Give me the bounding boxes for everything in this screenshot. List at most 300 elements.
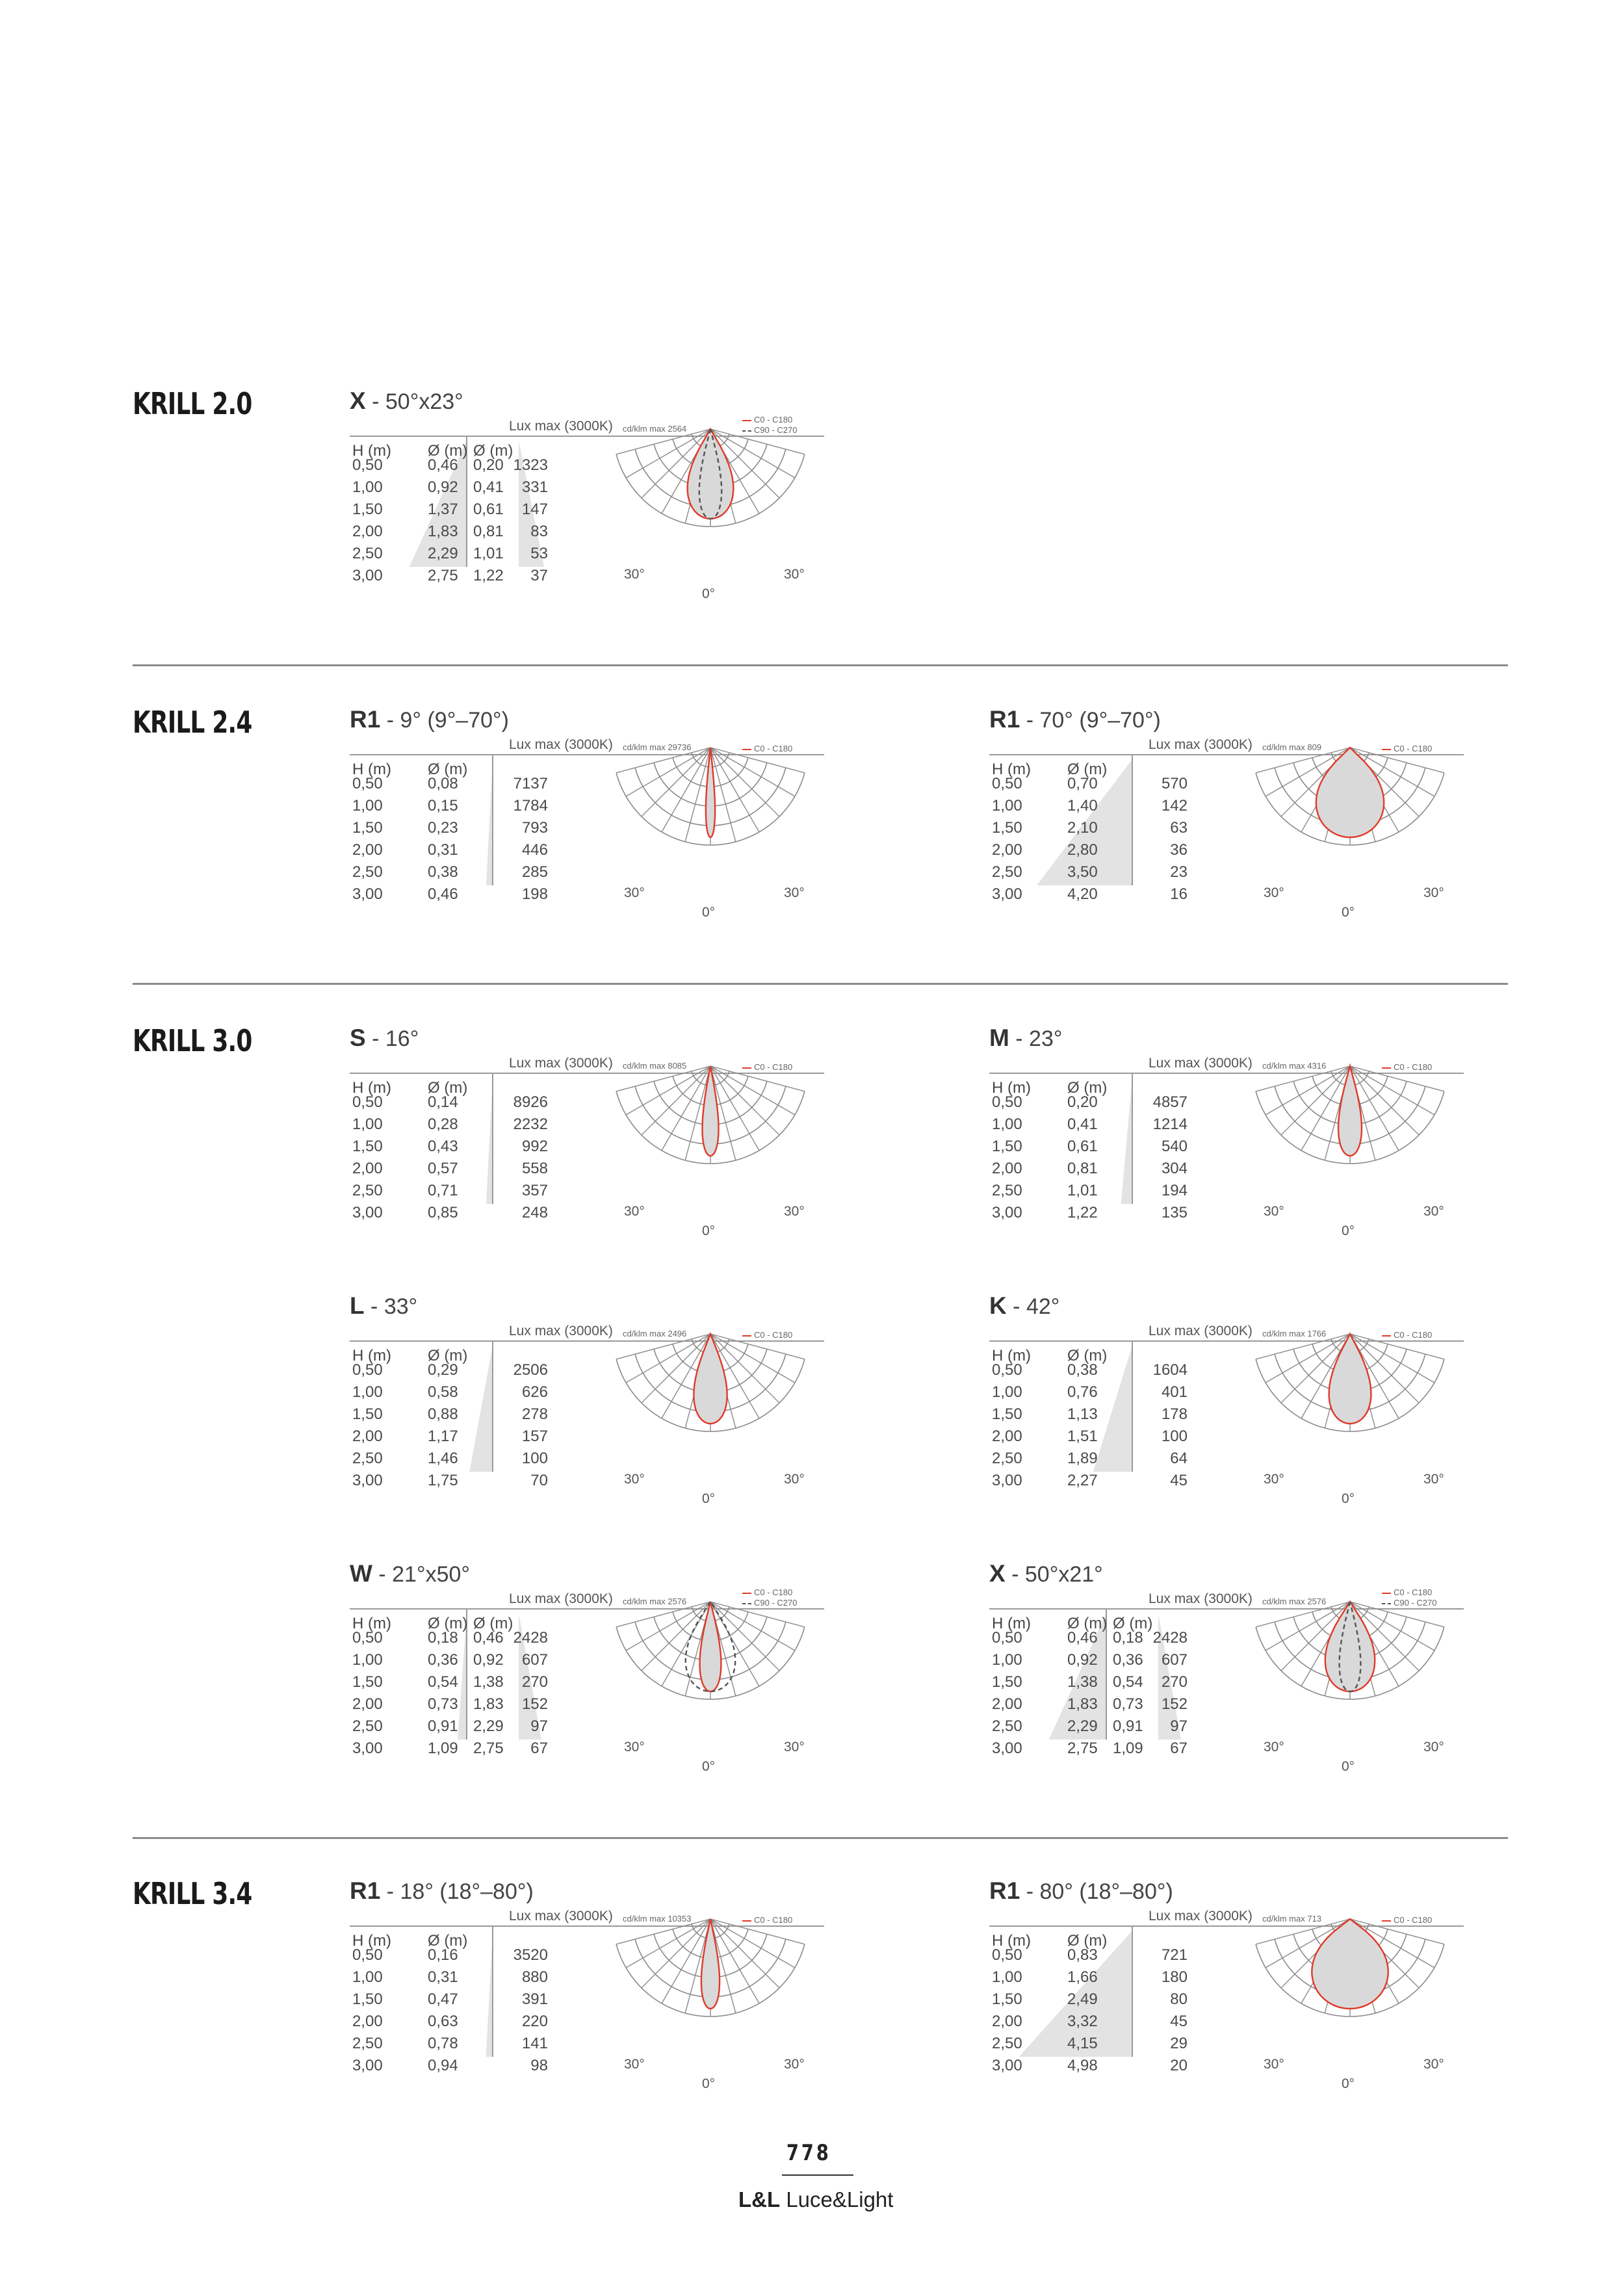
height-value: 2,50 [992, 1717, 1022, 1735]
angle-label-left: 30° [624, 885, 645, 900]
legend-label: C0 - C180 [754, 415, 793, 424]
legend-label: C0 - C180 [1394, 1915, 1433, 1925]
beam-angle: - 33° [364, 1294, 418, 1319]
diameter-value: 0,92 [1067, 1651, 1098, 1669]
lux-value: 98 [530, 2057, 548, 2074]
lux-value: 67 [1170, 1740, 1188, 1757]
lux-value: 100 [1161, 1428, 1188, 1445]
angle-label-left: 30° [624, 1472, 645, 1487]
column-header-height: H (m) [992, 761, 1031, 778]
angle-label-center: 0° [1342, 905, 1355, 920]
column-header-diameter-c90: Ø (m) [1113, 1615, 1153, 1632]
angle-label-center: 0° [702, 1759, 716, 1774]
angle-label-left: 30° [624, 1740, 645, 1755]
polar-diagram [1256, 1066, 1444, 1164]
legend-label: C0 - C180 [754, 1587, 793, 1597]
height-value: 1,00 [992, 1651, 1022, 1669]
legend-label: C0 - C180 [1394, 1330, 1433, 1340]
height-value: 3,00 [992, 885, 1022, 903]
diameter-value: 0,58 [428, 1383, 458, 1401]
lux-value: 70 [530, 1472, 548, 1489]
diameter-value: 1,46 [428, 1450, 458, 1467]
section-divider [133, 664, 1508, 666]
diameter-c90-value: 0,41 [473, 478, 504, 496]
lux-value: 152 [1161, 1695, 1188, 1713]
photometric-chart [989, 1877, 1483, 2098]
diameter-value: 2,10 [1067, 819, 1098, 837]
angle-label-center: 0° [702, 586, 716, 601]
diameter-value: 0,61 [1067, 1138, 1098, 1155]
lux-value: 8926 [513, 1093, 548, 1111]
diameter-value: 2,29 [1067, 1717, 1098, 1735]
diameter-c90-value: 2,75 [473, 1740, 504, 1757]
lux-value: 401 [1161, 1383, 1188, 1401]
lux-value: 721 [1161, 1946, 1188, 1964]
beam-angle: - 9° (9°–70°) [380, 708, 509, 733]
lux-value: 4857 [1152, 1093, 1188, 1111]
height-value: 2,00 [352, 1160, 383, 1177]
optic-code: L [350, 1292, 365, 1319]
height-value: 2,00 [992, 1428, 1022, 1445]
lux-value: 793 [521, 819, 548, 837]
lux-value: 45 [1170, 2013, 1188, 2030]
optic-code: M [989, 1024, 1009, 1051]
lux-value: 2428 [1152, 1629, 1188, 1647]
height-value: 1,00 [352, 1651, 383, 1669]
diameter-value: 2,27 [1067, 1472, 1098, 1489]
cd-klm-label: cd/klm max 8085 [623, 1061, 687, 1071]
lux-value: 331 [521, 478, 548, 496]
lux-value: 100 [521, 1450, 548, 1467]
legend-label: C0 - C180 [754, 1062, 793, 1072]
angle-label-center: 0° [702, 2076, 716, 2091]
diameter-value: 0,88 [428, 1405, 458, 1423]
lux-value: 2506 [513, 1361, 548, 1379]
lux-value: 135 [1161, 1204, 1188, 1221]
section-title-krill-3-0: KRILL 3.0 [133, 1023, 252, 1058]
diameter-value: 1,40 [1067, 797, 1098, 815]
lux-value: 45 [1170, 1472, 1188, 1489]
diameter-value: 0,92 [428, 478, 458, 496]
lux-value: 53 [530, 545, 548, 562]
beam-angle: - 80° (18°–80°) [1020, 1879, 1173, 1904]
lux-value: 3520 [513, 1946, 548, 1964]
lux-value: 23 [1170, 863, 1188, 881]
lux-value: 304 [1161, 1160, 1188, 1177]
diameter-value: 0,94 [428, 2057, 458, 2074]
lux-value: 97 [530, 1717, 548, 1735]
brand-bold: L&L [738, 2187, 781, 2211]
lux-value: 626 [521, 1383, 548, 1401]
polar-spoke [1350, 1334, 1444, 1359]
diameter-value: 3,32 [1067, 2013, 1098, 2030]
diameter-value: 0,36 [428, 1651, 458, 1669]
height-value: 1,00 [992, 1383, 1022, 1401]
diameter-value: 0,41 [1067, 1115, 1098, 1133]
polar-spoke [710, 748, 779, 816]
photometric-chart [350, 706, 844, 927]
angle-label-right: 30° [784, 1472, 805, 1487]
diameter-value: 0,08 [428, 775, 458, 792]
height-value: 2,00 [352, 841, 383, 859]
height-value: 0,50 [352, 1629, 383, 1647]
lux-value: 357 [521, 1182, 548, 1199]
polar-spoke [710, 1919, 779, 1988]
column-header-height: H (m) [352, 1079, 391, 1097]
diameter-value: 4,15 [1067, 2035, 1098, 2052]
height-value: 2,00 [992, 1695, 1022, 1713]
polar-diagram [616, 1602, 805, 1699]
lux-max-label: Lux max (3000K) [509, 1056, 613, 1071]
lux-value: 570 [1161, 775, 1188, 792]
cd-klm-label: cd/klm max 29736 [623, 742, 692, 752]
legend-label: C0 - C180 [1394, 1062, 1433, 1072]
photometric-chart [989, 1024, 1483, 1246]
cd-klm-label: cd/klm max 10353 [623, 1914, 692, 1924]
height-value: 2,00 [992, 841, 1022, 859]
beam-curve-c0 [694, 1334, 727, 1424]
polar-spoke [710, 1919, 805, 1944]
height-value: 3,00 [992, 1472, 1022, 1489]
lux-value: 198 [521, 885, 548, 903]
section-title-krill-2-4: KRILL 2.4 [133, 705, 252, 740]
lux-value: 391 [521, 1990, 548, 2008]
diameter-value: 1,51 [1067, 1428, 1098, 1445]
diameter-c90-value: 1,38 [473, 1673, 504, 1691]
page-number: 778 [786, 2140, 831, 2166]
lux-value: 2232 [513, 1115, 548, 1133]
diameter-value: 0,57 [428, 1160, 458, 1177]
legend-label: C0 - C180 [754, 744, 793, 753]
diameter-value: 2,80 [1067, 841, 1098, 859]
height-value: 1,50 [352, 1673, 383, 1691]
photometric-chart [350, 1292, 844, 1513]
height-value: 1,50 [992, 819, 1022, 837]
chart-graphics [350, 1024, 844, 1246]
beam-curve-c0 [703, 1066, 719, 1156]
diameter-value: 2,29 [428, 545, 458, 562]
height-value: 0,50 [352, 1361, 383, 1379]
lux-value: 880 [521, 1968, 548, 1986]
angle-label-left: 30° [1264, 885, 1284, 900]
lux-value: 16 [1170, 885, 1188, 903]
lux-max-label: Lux max (3000K) [1149, 737, 1253, 752]
height-value: 0,50 [992, 1093, 1022, 1111]
beam-curve-c0 [1325, 1602, 1375, 1691]
diameter-c90-value: 1,09 [1113, 1740, 1143, 1757]
height-value: 0,50 [352, 1093, 383, 1111]
legend-label: C90 - C270 [754, 425, 798, 435]
height-value: 1,00 [992, 1968, 1022, 1986]
diameter-value: 1,09 [428, 1740, 458, 1757]
diameter-value: 0,91 [428, 1717, 458, 1735]
polar-spoke [642, 1919, 710, 1988]
diameter-value: 0,20 [1067, 1093, 1098, 1111]
lux-value: 178 [1161, 1405, 1188, 1423]
diameter-value: 0,28 [428, 1115, 458, 1133]
height-value: 2,50 [352, 1182, 383, 1199]
legend-label: C90 - C270 [1394, 1598, 1437, 1608]
beam-angle: - 50°x21° [1005, 1562, 1103, 1587]
polar-spoke [616, 748, 710, 773]
height-value: 2,50 [352, 545, 383, 562]
beam-angle: - 21°x50° [372, 1562, 470, 1587]
lux-value: 83 [530, 523, 548, 540]
height-value: 1,00 [992, 1115, 1022, 1133]
diameter-value: 1,01 [1067, 1182, 1098, 1199]
polar-spoke [710, 748, 759, 832]
height-value: 2,50 [352, 2035, 383, 2052]
optic-code: R1 [350, 706, 381, 733]
polar-spoke [710, 1066, 805, 1091]
angle-label-left: 30° [1264, 1472, 1284, 1487]
chart-graphics [350, 1560, 844, 1781]
height-value: 2,00 [992, 1160, 1022, 1177]
column-header-height: H (m) [352, 1932, 391, 1950]
diameter-value: 0,29 [428, 1361, 458, 1379]
height-value: 0,50 [352, 1946, 383, 1964]
height-value: 1,00 [352, 478, 383, 496]
lux-value: 141 [521, 2035, 548, 2052]
diameter-value: 0,46 [428, 456, 458, 474]
angle-label-left: 30° [624, 2057, 645, 2072]
page-number-rule [782, 2174, 853, 2176]
height-value: 2,50 [352, 863, 383, 881]
diameter-c90-value: 0,73 [1113, 1695, 1143, 1713]
lux-value: 157 [521, 1428, 548, 1445]
cd-klm-label: cd/klm max 2576 [1262, 1597, 1327, 1606]
chart-graphics [350, 706, 844, 927]
column-header-height: H (m) [352, 1347, 391, 1364]
beam-angle: - 18° (18°–80°) [380, 1879, 534, 1904]
polar-diagram [616, 1066, 805, 1164]
diameter-value: 2,49 [1067, 1990, 1098, 2008]
diameter-value: 0,38 [1067, 1361, 1098, 1379]
diameter-c90-value: 0,18 [1113, 1629, 1143, 1647]
lux-max-label: Lux max (3000K) [509, 1324, 613, 1338]
photometric-chart [350, 387, 844, 608]
lux-value: 64 [1170, 1450, 1188, 1467]
legend-label: C0 - C180 [1394, 1587, 1433, 1597]
diameter-value: 0,23 [428, 819, 458, 837]
diameter-value: 1,22 [1067, 1204, 1098, 1221]
optic-code: K [989, 1292, 1007, 1319]
height-value: 2,00 [992, 2013, 1022, 2030]
beam-angle: - 23° [1009, 1026, 1063, 1051]
column-header-diameter: Ø (m) [1067, 1079, 1108, 1097]
lux-value: 67 [530, 1740, 548, 1757]
cd-klm-label: cd/klm max 4316 [1262, 1061, 1327, 1071]
lux-value: 63 [1170, 819, 1188, 837]
height-value: 2,00 [352, 2013, 383, 2030]
lux-value: 607 [521, 1651, 548, 1669]
chart-graphics [989, 706, 1483, 927]
height-value: 2,00 [352, 1695, 383, 1713]
optic-code: R1 [989, 706, 1020, 733]
photometric-chart [350, 1024, 844, 1246]
angle-label-right: 30° [784, 1204, 805, 1219]
diameter-value: 0,14 [428, 1093, 458, 1111]
height-value: 0,50 [992, 1946, 1022, 1964]
polar-spoke [710, 1334, 805, 1359]
column-header-diameter: Ø (m) [428, 1615, 468, 1632]
lux-value: 558 [521, 1160, 548, 1177]
column-header-height: H (m) [352, 761, 391, 778]
polar-spoke [1256, 1066, 1350, 1091]
diameter-c90-value: 1,22 [473, 567, 504, 584]
polar-spoke [710, 1066, 779, 1135]
polar-spoke [616, 1066, 710, 1091]
diameter-value: 4,98 [1067, 2057, 1098, 2074]
legend-label: C0 - C180 [754, 1330, 793, 1340]
lux-value: 2428 [513, 1629, 548, 1647]
cd-klm-label: cd/klm max 713 [1262, 1914, 1322, 1924]
diameter-value: 0,63 [428, 2013, 458, 2030]
angle-label-center: 0° [702, 1491, 716, 1506]
lux-value: 97 [1170, 1717, 1188, 1735]
diameter-value: 1,38 [1067, 1673, 1098, 1691]
height-value: 0,50 [352, 775, 383, 792]
diameter-c90-value: 0,36 [1113, 1651, 1143, 1669]
polar-spoke [616, 1334, 710, 1359]
diameter-c90-value: 0,54 [1113, 1673, 1143, 1691]
beam-curve-c0 [701, 1919, 720, 2009]
column-header-height: H (m) [992, 1615, 1031, 1632]
lux-value: 1784 [513, 797, 548, 815]
diameter-value: 2,75 [1067, 1740, 1098, 1757]
diameter-c90-value: 1,01 [473, 545, 504, 562]
column-header-diameter: Ø (m) [428, 761, 468, 778]
lux-value: 992 [521, 1138, 548, 1155]
optic-code: X [989, 1560, 1006, 1587]
lux-value: 180 [1161, 1968, 1188, 1986]
diameter-value: 4,20 [1067, 885, 1098, 903]
diameter-value: 0,83 [1067, 1946, 1098, 1964]
beam-angle: - 70° (9°–70°) [1020, 708, 1161, 733]
diameter-value: 0,71 [428, 1182, 458, 1199]
column-header-diameter: Ø (m) [428, 1347, 468, 1364]
height-value: 1,50 [992, 1405, 1022, 1423]
beam-curve-c0 [688, 429, 734, 519]
beam-curve-c0 [1312, 1919, 1388, 2009]
lux-value: 270 [521, 1673, 548, 1691]
polar-spoke [710, 429, 805, 454]
diameter-c90-value: 2,29 [473, 1717, 504, 1735]
diameter-value: 0,54 [428, 1673, 458, 1691]
diameter-value: 1,66 [1067, 1968, 1098, 1986]
height-value: 1,50 [352, 1990, 383, 2008]
chart-graphics [989, 1560, 1483, 1781]
angle-label-right: 30° [1423, 1740, 1444, 1755]
angle-label-center: 0° [702, 1223, 716, 1238]
polar-diagram [616, 748, 805, 845]
angle-label-center: 0° [1342, 1223, 1355, 1238]
height-value: 3,00 [992, 1204, 1022, 1221]
legend-label: C0 - C180 [1394, 744, 1433, 753]
height-value: 2,50 [992, 1450, 1022, 1467]
brand-text: Luce&Light [780, 2187, 894, 2211]
polar-diagram [616, 429, 805, 527]
lux-max-label: Lux max (3000K) [1149, 1909, 1253, 1924]
column-header-height: H (m) [992, 1079, 1031, 1097]
angle-label-right: 30° [784, 1740, 805, 1755]
column-header-diameter: Ø (m) [428, 442, 468, 460]
polar-diagram [616, 1919, 805, 2016]
section-divider [133, 983, 1508, 985]
height-value: 1,00 [992, 797, 1022, 815]
diameter-value: 0,16 [428, 1946, 458, 1964]
column-header-diameter: Ø (m) [1067, 1347, 1108, 1364]
diameter-value: 0,47 [428, 1990, 458, 2008]
height-value: 3,00 [992, 1740, 1022, 1757]
lux-value: 152 [521, 1695, 548, 1713]
diameter-value: 1,83 [428, 523, 458, 540]
column-header-diameter: Ø (m) [1067, 761, 1108, 778]
lux-value: 285 [521, 863, 548, 881]
diameter-c90-value: 0,46 [473, 1629, 504, 1647]
angle-label-center: 0° [1342, 1759, 1355, 1774]
height-value: 3,00 [992, 2057, 1022, 2074]
height-value: 1,00 [352, 1968, 383, 1986]
angle-label-center: 0° [1342, 2076, 1355, 2091]
photometric-chart [989, 706, 1483, 927]
angle-label-left: 30° [1264, 1204, 1284, 1219]
lux-value: 1323 [513, 456, 548, 474]
diameter-value: 0,15 [428, 797, 458, 815]
lux-value: 147 [521, 501, 548, 518]
section-title-krill-3-4: KRILL 3.4 [133, 1876, 252, 1911]
diameter-c90-value: 0,81 [473, 523, 504, 540]
height-value: 1,50 [992, 1138, 1022, 1155]
column-header-height: H (m) [992, 1347, 1031, 1364]
diameter-value: 1,83 [1067, 1695, 1098, 1713]
height-value: 2,50 [992, 2035, 1022, 2052]
polar-diagram [1256, 1919, 1444, 2016]
chart-graphics [350, 1292, 844, 1513]
height-value: 0,50 [992, 1361, 1022, 1379]
diameter-c90-value: 0,20 [473, 456, 504, 474]
height-value: 2,50 [992, 863, 1022, 881]
lux-value: 540 [1161, 1138, 1188, 1155]
polar-diagram [1256, 748, 1444, 845]
section-title-krill-2-0: KRILL 2.0 [133, 386, 252, 421]
diameter-value: 0,70 [1067, 775, 1098, 792]
lux-max-label: Lux max (3000K) [1149, 1056, 1253, 1071]
cd-klm-label: cd/klm max 809 [1262, 742, 1322, 752]
polar-diagram [1256, 1602, 1444, 1699]
polar-spoke [710, 748, 805, 773]
polar-spoke [710, 1602, 805, 1627]
legend-label: C90 - C270 [754, 1598, 798, 1608]
height-value: 2,50 [992, 1182, 1022, 1199]
column-header-height: H (m) [352, 442, 391, 460]
chart-graphics [350, 387, 844, 608]
height-value: 1,00 [352, 1115, 383, 1133]
diameter-c90-value: 0,92 [473, 1651, 504, 1669]
polar-spoke [1350, 1066, 1444, 1091]
height-value: 3,00 [352, 567, 383, 584]
height-value: 1,00 [352, 797, 383, 815]
lux-value: 7137 [513, 775, 548, 792]
polar-spoke [642, 1066, 710, 1135]
lux-max-label: Lux max (3000K) [509, 1909, 613, 1924]
diameter-value: 1,13 [1067, 1405, 1098, 1423]
lux-value: 607 [1161, 1651, 1188, 1669]
column-header-diameter: Ø (m) [1067, 1932, 1108, 1950]
height-value: 2,00 [352, 1428, 383, 1445]
beam-angle: - 50°x23° [365, 389, 463, 414]
angle-label-right: 30° [1423, 1472, 1444, 1487]
